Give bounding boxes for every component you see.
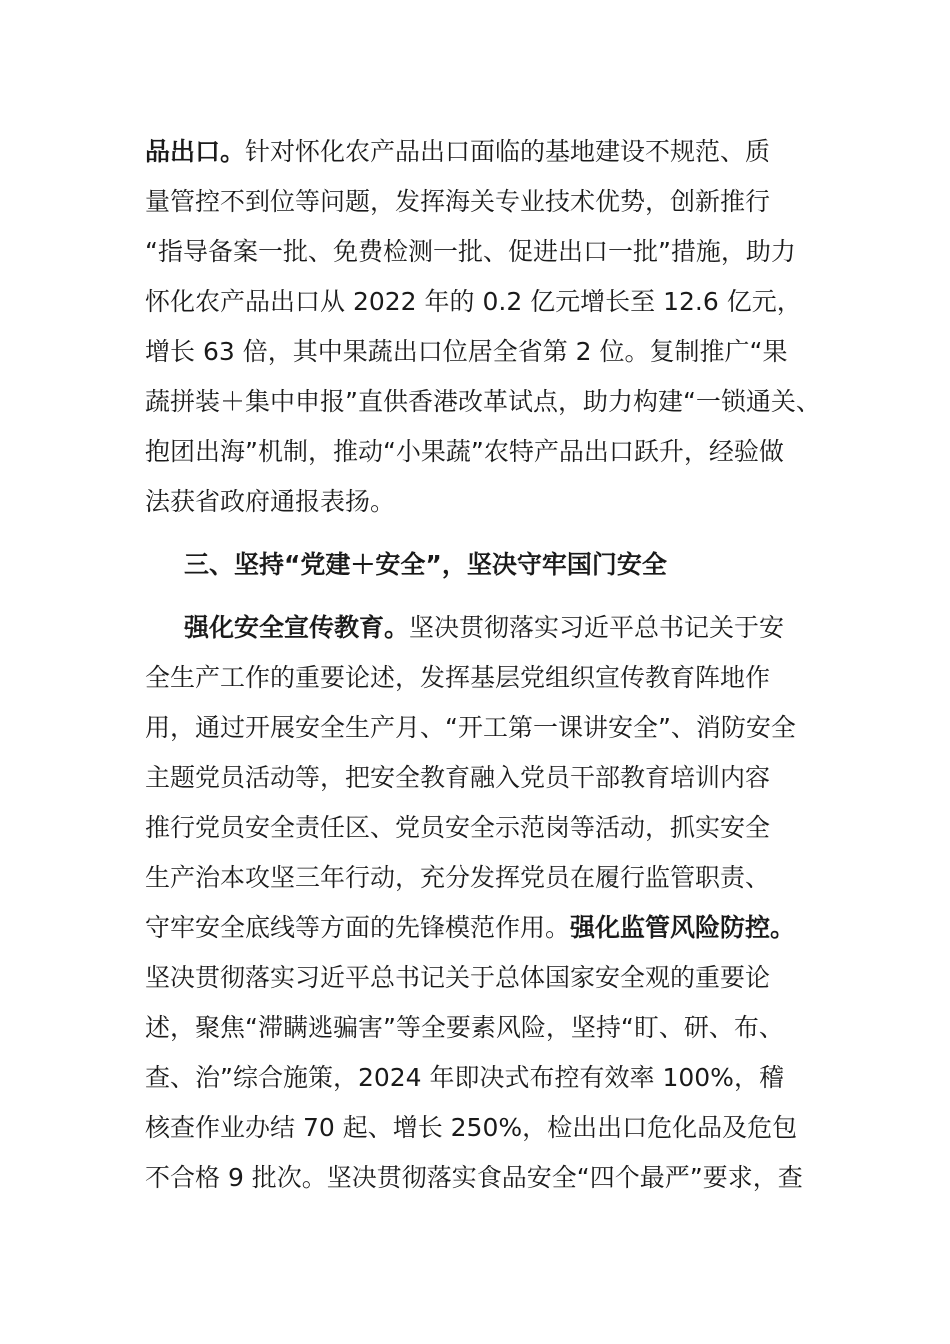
paragraph-1-line-4: 怀化农产品出口从 2022 年的 0.2 亿元增长至 12.6 亿元，	[145, 287, 802, 316]
paragraph-2-line-4: 主题党员活动等，把安全教育融入党员干部教育培训内容	[145, 763, 771, 792]
paragraph-1-line-7: 抱团出海”机制，推动“小果蔬”农特产品出口跃升，经验做	[145, 437, 784, 466]
paragraph-2-line-8: 坚决贯彻落实习近平总书记关于总体国家安全观的重要论	[145, 963, 771, 992]
paragraph-2-line-12: 不合格 9 批次。坚决贯彻落实食品安全“四个最严”要求，查	[145, 1163, 803, 1192]
paragraph-2-line-3: 用，通过开展安全生产月、“开工第一课讲安全”、消防安全	[145, 713, 796, 742]
paragraph-1-line-5: 增长 63 倍，其中果蔬出口位居全省第 2 位。复制推广“果	[145, 337, 788, 366]
paragraph-2-line-1	[145, 603, 817, 653]
paragraph-2-line-10: 查、治”综合施策，2024 年即决式布控有效率 100%，稽	[145, 1063, 784, 1092]
text-run: 坚决贯彻落实习近平总书记关于安	[409, 613, 785, 642]
text-run: 针对怀化农产品出口面临的基地建设不规范、质	[245, 137, 771, 166]
bold-phrase: 强化监管风险防控。	[570, 913, 796, 942]
bold-phrase: 强化安全宣传教育。	[184, 613, 410, 642]
paragraph-1-line-8: 法获省政府通报表扬。	[145, 487, 396, 516]
paragraph-1-line-2: 量管控不到位等问题，发挥海关专业技术优势，创新推行	[145, 187, 771, 216]
paragraph-2-line-5: 推行党员安全责任区、党员安全示范岗等活动，抓实安全	[145, 813, 771, 842]
paragraph-1-line-3: “指导备案一批、免费检测一批、促进出口一批”措施，助力	[145, 237, 796, 266]
bold-phrase: 品出口。	[145, 137, 246, 166]
paragraph-2-line-6: 生产治本攻坚三年行动，充分发挥党员在履行监管职责、	[145, 863, 771, 892]
paragraph-1-line-1	[145, 127, 817, 177]
text-run: 守牢安全底线等方面的先锋模范作用。	[145, 913, 571, 942]
section-heading: 三、坚持“党建＋安全”，坚决守牢国门安全	[184, 550, 667, 579]
paragraph-2-line-7	[145, 903, 817, 953]
paragraph-2-line-9: 述，聚焦“滞瞒逃骗害”等全要素风险，坚持“盯、研、布、	[145, 1013, 784, 1042]
paragraph-2-line-2: 全生产工作的重要论述，发挥基层党组织宣传教育阵地作	[145, 663, 771, 692]
paragraph-1-line-6: 蔬拼装＋集中申报”直供香港改革试点，助力构建“一锁通关、	[145, 387, 821, 416]
document-body	[145, 127, 821, 1203]
paragraph-2-line-11: 核查作业办结 70 起、增长 250%，检出出口危化品及危包	[145, 1113, 798, 1142]
